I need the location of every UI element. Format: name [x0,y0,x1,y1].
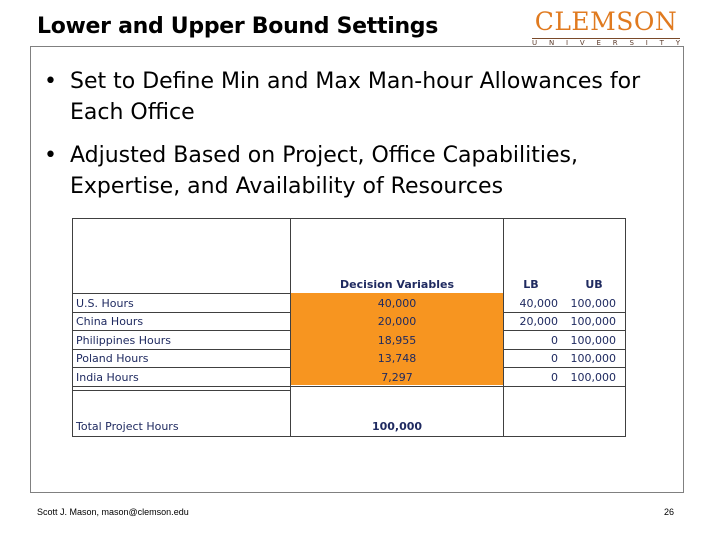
total-label: Total Project Hours [76,420,179,433]
header-ub: UB [585,278,603,291]
row-lb: 0 [551,371,558,384]
slide-title: Lower and Upper Bound Settings [37,14,439,39]
footer-author: Scott J. Mason, mason@clemson.edu [37,507,189,517]
row-lb: 0 [551,334,558,347]
grid-line [72,367,291,368]
grid-line [503,330,626,331]
grid-line [503,367,626,368]
grid-line [72,293,291,294]
row-value: 7,297 [381,371,413,384]
row-ub: 100,000 [570,315,616,328]
bullet-icon: • [44,69,57,94]
logo-subtitle: U N I V E R S I T Y [532,39,680,47]
grid-line [72,312,291,313]
bullet-list [44,66,684,214]
logo-wordmark: CLEMSON [534,7,678,36]
grid-line [72,386,626,387]
bullet-text: Adjusted Based on Project, Office Capabilities, Expertise, and Availability of Resources [70,143,578,199]
row-value: 13,748 [377,352,417,365]
total-value: 100,000 [371,420,423,433]
bullet-text: Set to Define Min and Max Man-hour Allowances for Each Office [70,69,641,125]
bullet-item [44,140,684,202]
header-decision-variables: Decision Variables [339,278,455,291]
bullet-icon: • [44,143,57,168]
row-value: 40,000 [377,297,417,310]
bullet-item [44,66,684,128]
grid-line [72,330,291,331]
row-lb: 20,000 [519,315,558,328]
grid-line [503,349,626,350]
bounds-table [72,218,626,437]
grid-line [625,218,626,437]
clemson-logo [532,7,680,47]
row-ub: 100,000 [570,334,616,347]
grid-line [72,218,73,437]
row-label: Poland Hours [76,352,149,365]
header-lb: LB [523,278,539,291]
row-ub: 100,000 [570,371,616,384]
row-value: 18,955 [377,334,417,347]
grid-line [290,218,291,437]
row-value: 20,000 [377,315,417,328]
grid-line [72,390,291,391]
grid-line [72,349,291,350]
grid-line [503,312,626,313]
row-label: China Hours [76,315,144,328]
grid-line [503,218,504,437]
row-label: U.S. Hours [76,297,134,310]
grid-line [72,218,626,219]
grid-line [72,436,626,437]
row-lb: 40,000 [519,297,558,310]
row-ub: 100,000 [570,297,616,310]
row-label: India Hours [76,371,139,384]
page-number: 26 [664,507,675,517]
row-label: Philippines Hours [76,334,171,347]
row-ub: 100,000 [570,352,616,365]
row-lb: 0 [551,352,558,365]
